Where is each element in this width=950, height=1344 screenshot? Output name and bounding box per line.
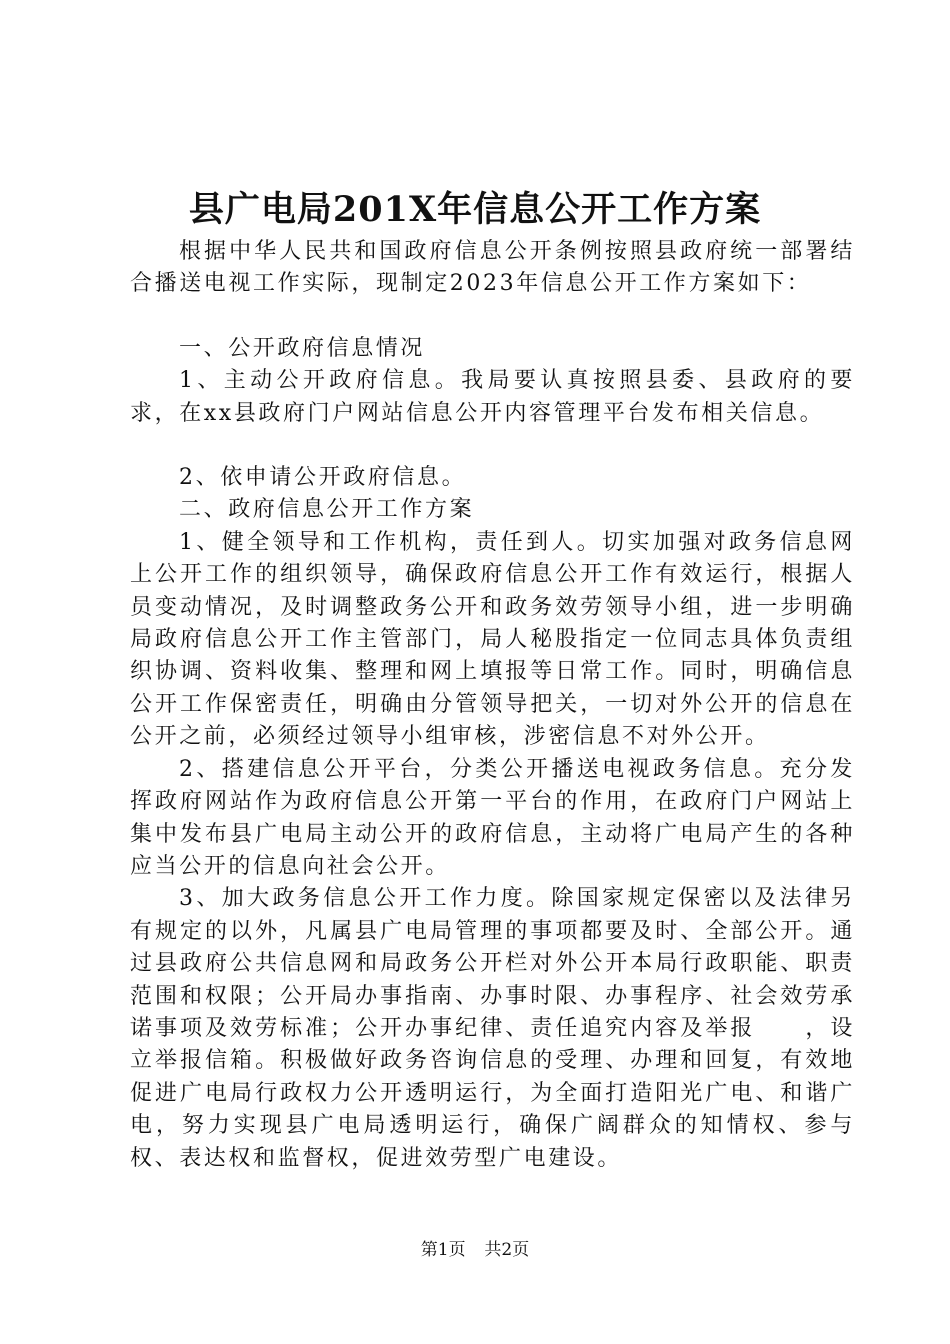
intro-paragraph: 根据中华人民共和国政府信息公开条例按照县政府统一部署结合播送电视工作实际，现制定2023年信息公开工作方案如下： [130, 239, 855, 297]
paragraph-item-2-1: 1、健全领导和工作机构，责任到人。切实加强对政务信息网上公开工作的组织领导，确保政府信息公开工作有效运行，根据人员变动情况，及时调整政务公开和政务效劳领导小组，进一步明确局政府信息公开工作主管部门，局人秘股指定一位同志具体负责组织协调、资料收集、整理和网上填报等日常工作。同时，明确信息公开工作保密责任，明确由分管领导把关，一切对外公开的信息在公开之前，必须经过领导小组审核，涉密信息不对外公开。 [130, 529, 855, 750]
paragraph-item-1-1: 1、主动公开政府信息。我局要认真按照县委、县政府的要求，在xx县政府门户网站信息公开内容管理平台发布相关信息。 [130, 368, 855, 426]
paragraph-item-1-2: 2、依申请公开政府信息。 [179, 465, 467, 491]
page-total: 共2页 [484, 1240, 530, 1260]
section-heading-1: 一、公开政府信息情况 [179, 335, 426, 361]
document-title: 县广电局201X年信息公开工作方案 [188, 189, 762, 230]
section-heading-2: 二、政府信息公开工作方案 [179, 497, 475, 523]
page-footer [0, 1238, 950, 1262]
paragraph-spacer [130, 430, 855, 462]
page-number: 第1页 [420, 1240, 466, 1260]
paragraph-item-2-3: 3、加大政务信息公开工作力度。除国家规定保密以及法律另有规定的以外，凡属县广电局管理的事项都要及时、全部公开。通过县政府公共信息网和局政务公开栏对外公开本局行政职能、职责范围和权限；公开局办事指南、办事时限、办事程序、社会效劳承诺事项及效劳标准；公开办事纪律、责任追究内容及举报 ，设立举报信箱。积极做好政务咨询信息的受理、办理和回复，有效地促进广电局行政权力公开透明运行，为全面打造阳光广电、和谐广电，努力实现县广电局透明运行，确保广阔群众的知情权、参与权、表达权和监督权，促进效劳型广电建设。 [130, 886, 855, 1171]
document-body [130, 236, 855, 1175]
paragraph-spacer [130, 301, 855, 333]
paragraph-item-2-2: 2、搭建信息公开平台，分类公开播送电视政务信息。充分发挥政府网站作为政府信息公开第一平台的作用，在政府门户网站上集中发布县广电局主动公开的政府信息，主动将广电局产生的各种应当公开的信息向社会公开。 [130, 756, 855, 879]
